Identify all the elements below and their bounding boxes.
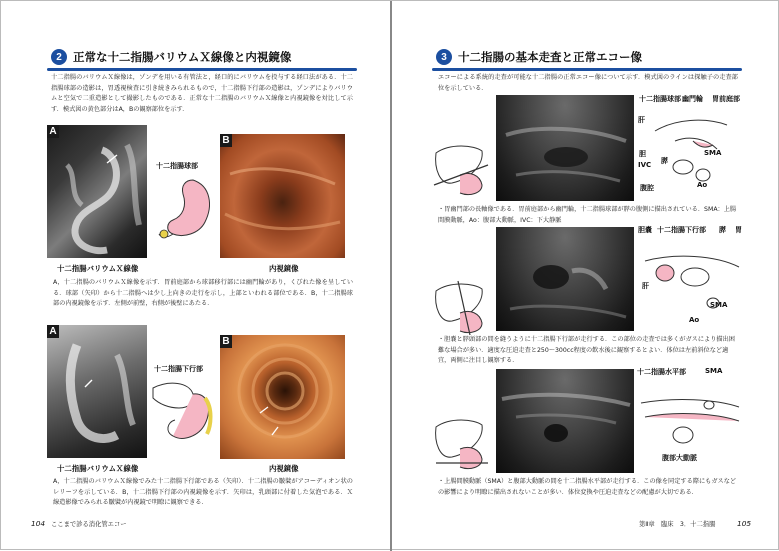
label-pancreas-1: 膵 (661, 157, 668, 165)
caption-endo-1: 内視鏡像 (269, 264, 299, 273)
intro-paragraph: 十二指腸のバリウムＸ線像は，ゾンデを用いる有管法と，経口的にバリウムを投与する経口法がある．十二指腸球部の造影は，胃透視検査に引き続きみられるもので，十二指腸下行部の造影は，ゾンデによりバリウムと空気で二重造影として撮影したものである．正常な十二指腸のバリウムＸ線像と内視鏡像を対比して示す．模式図の黄色部分はA，Bの観察部位を示す． (51, 74, 353, 113)
section-rule-right (432, 68, 742, 71)
caption-xray-2: 十二指腸バリウムＸ線像 (57, 464, 139, 473)
intro-paragraph-right: エコーによる系統的走査が可能な十二指腸の正常エコー像について示す．模式図のラインは探触子の走査部位を示している． (438, 74, 738, 92)
endo-ring-overlay (220, 335, 345, 459)
section-number-badge-right: 3 (436, 49, 452, 65)
label-ao-2: Ao (689, 316, 700, 324)
stomach-schematic-2 (149, 378, 219, 453)
left-page (1, 1, 390, 551)
label-antrum: 胃前庭部 (712, 95, 740, 103)
label-liver-1: 肝 (638, 116, 645, 124)
us-echo-overlay-2 (496, 227, 634, 331)
ultrasound-image-3 (496, 369, 634, 473)
section-heading (51, 49, 291, 65)
stomach-schematic-1 (153, 176, 217, 248)
ultrasound-image-2 (496, 227, 634, 331)
label-aorta-3: 腹部大動脈 (662, 454, 697, 462)
scan3-note: ・上腸間膜動脈（SMA）と腹部大動脈の間を十二指腸水平部が走行する．この像を同定する際にもガスなどの影響により明瞭に描出されないことが多い．体位変換や圧迫走査などの配慮が大切である． (438, 478, 737, 496)
label-sma-1: SMA (704, 149, 722, 157)
caption-endo-2: 内視鏡像 (269, 464, 299, 473)
right-page (392, 1, 779, 551)
page-number-left: 104 (31, 519, 46, 528)
endo-fold-overlay (220, 134, 345, 258)
caption-xray-1: 十二指腸バリウムＸ線像 (57, 264, 139, 273)
xray-arrow-marker-2 (85, 380, 92, 387)
schematic-label-bulb: 十二指腸球部 (156, 162, 198, 170)
figure2-description: A，十二指腸のバリウムＸ線像でみた十二指腸下行部である（矢印）．十二指腸の皺襞がアコーディオン状のレリーフを示している．B，十二指腸下行部の内視鏡像を示す．矢印は，乳頭部に付着した気泡である．Ｘ線造影像でみられる皺襞が内視鏡で明瞭に観察できる． (53, 478, 353, 506)
figure-badge-a: A (47, 125, 59, 138)
endoscopy-image-2 (220, 335, 345, 459)
liver-schematic-3 (430, 413, 492, 475)
section-rule (47, 68, 357, 71)
scan1-note: ・胃幽門部の長軸像である．胃前庭部から幽門輪，十二指腸球部が膵の腹側に描出されている．SMA：上腸間膜動脈，Ao：腹部大動脈，IVC：下大静脈 (438, 206, 737, 224)
label-celiac: 腹腔 (640, 184, 654, 192)
label-sma-2: SMA (710, 301, 728, 309)
xray-contrast-overlay (47, 125, 147, 258)
label-ao-1: Ao (697, 181, 708, 189)
us-echo-overlay-3 (496, 369, 634, 473)
label-ivc: IVC (638, 161, 652, 169)
label-horizontal-part: 十二指腸水平部 (637, 368, 686, 376)
anatomy-diagram-3 (635, 383, 745, 463)
xray-contrast-overlay-2 (47, 325, 147, 458)
section-title-right: 十二指腸の基本走査と正常エコー像 (458, 50, 642, 64)
endoscopy-image-1 (220, 134, 345, 258)
barium-xray-image-1 (47, 125, 147, 258)
label-gallbladder-2: 胆嚢 (638, 226, 652, 234)
label-liver-2: 肝 (642, 282, 649, 290)
page-number-right: 105 (737, 519, 752, 528)
barium-xray-image-2 (47, 325, 147, 458)
label-duodenal-bulb: 十二指腸球部 (639, 95, 681, 103)
liver-schematic-1 (430, 139, 492, 201)
section-number-badge: 2 (51, 49, 67, 65)
label-sma-3: SMA (705, 367, 723, 375)
ultrasound-image-1 (496, 95, 634, 201)
label-gallbladder-1: 胆 (639, 150, 646, 158)
figure-badge-a-2: A (47, 325, 59, 338)
schematic-label-descending: 十二指腸下行部 (154, 365, 203, 373)
running-head-right: 第Ⅱ章 臨床 3．十二指腸 (639, 521, 716, 528)
figure1-description: A，十二指腸のバリウムＸ線像を示す．胃前庭部から球部移行部には幽門輪があり，くびれた像を呈している．球部（矢印）から十二指腸へは少し上向きの走行を示し，上部といわれる部位である．B，十二指腸球部の内視鏡像を示す．左側が前壁，右側が後壁にあたる． (53, 279, 353, 307)
section-heading-right (436, 49, 642, 65)
figure-badge-b-2: B (220, 335, 232, 348)
section-title: 正常な十二指腸バリウムＸ線像と内視鏡像 (73, 50, 292, 64)
observed-site-marker (160, 230, 168, 238)
scan2-note: ・胆嚢と膵頭部の間を縫うように十二指腸下行部が走行する．この部位の走査では多くがガスにより描出困難な場合が多い．適度な圧迫走査と250〜300cc程度の飲水後に観察するとよい．体位は左前斜位など適宜，両側に注目し観察する． (438, 336, 735, 364)
label-pylorus: 幽門輪 (682, 95, 703, 103)
running-head-left: ここまで診る消化管エコー (51, 521, 127, 528)
anatomy-diagram-2 (635, 233, 745, 329)
label-pancreas-2: 膵 (719, 226, 726, 234)
label-descending-part: 十二指腸下行部 (657, 226, 706, 234)
liver-schematic-2 (430, 277, 492, 339)
us-echo-overlay-1 (496, 95, 634, 201)
label-stomach-2: 胃 (735, 226, 742, 234)
figure-badge-b: B (220, 134, 232, 147)
